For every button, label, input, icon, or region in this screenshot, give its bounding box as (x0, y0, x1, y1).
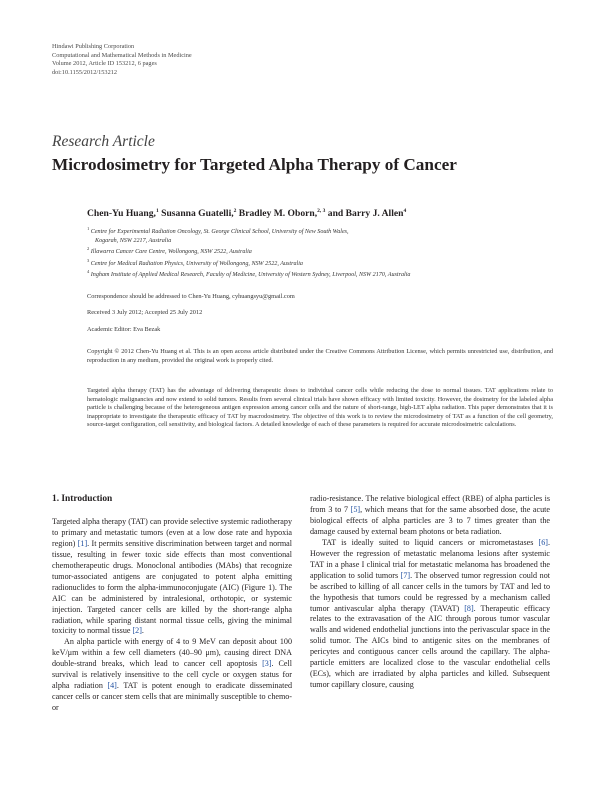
affiliation-number: 1 (87, 226, 90, 231)
affiliation-item (87, 257, 553, 269)
journal-header (52, 43, 192, 77)
author-name: Chen-Yu Huang, (87, 208, 156, 220)
article-title: Microdosimetry for Targeted Alpha Therapy of Cancer (52, 155, 457, 174)
author-affil-sup: 4 (403, 208, 407, 214)
copyright-notice: Copyright © 2012 Chen-Yu Huang et al. This is an open access article distributed under the Creative Commons Attribution License, which permits unrestricted use, distribution, and reproduction in any medium, provided the original work is properly cited. (87, 348, 553, 364)
paragraph-text: An alpha particle with energy of 4 to 9 MeV can deposit about 100 keV/μm within a few cell diameters (40–90 μm), causing direct DNA double-strand breaks, which lead to cancer cell apoptosis (52, 637, 292, 669)
affiliation-text-continued: Kogarah, NSW 2217, Australia (95, 237, 172, 244)
affiliation-text: Ingham Institute of Applied Medical Research, Faculty of Medicine, University of Western Sydney, Liverpool, NSW 2170, Australia (89, 272, 411, 279)
body-paragraph (310, 538, 550, 691)
author-affil-sup: 2, 3 (317, 208, 326, 214)
author-name: Susanna Guatelli, (158, 208, 234, 220)
affiliation-item (87, 245, 553, 257)
body-column-right (310, 494, 550, 691)
affiliation-item (87, 268, 553, 280)
paragraph-text: Targeted alpha therapy (TAT) can provide selective systemic radiotherapy to primary and metastatic tumors (even at a low dose rate and hypoxia region) (52, 516, 292, 548)
affiliation-text: Centre for Medical Radiation Physics, University of Wollongong, NSW 2522, Australia (89, 260, 303, 267)
body-paragraph (52, 637, 292, 714)
author-affil-sup: 2 (233, 208, 237, 214)
affiliation-number: 3 (87, 257, 90, 263)
affiliation-text: Centre for Experimental Radiation Oncology, St. George Clinical School, University of New South Wales, (89, 229, 349, 236)
paragraph-text: . (141, 626, 144, 636)
doi-line: doi:10.1155/2012/153212 (52, 68, 118, 76)
journal-name: Computational and Mathematical Methods in Medicine (52, 51, 192, 59)
paragraph-text: . Therapeutic efficacy relates to the extravasation of the AIC through porous tumor vascular walls and widened endothelial junctions into the perivascular space in the solid tumor. The AICs bind to antigenic sites on the membranes of pericytes and contiguous cancer cells around the capillary. The alpha-particle emitters are localized close to the vascular endothelial cells (ECs), which are irradiated by alpha particles and killed. Subsequent tumor capillary closure, causing (310, 603, 551, 690)
volume-info: Volume 2012, Article ID 153212, 6 pages (52, 60, 157, 68)
citation-link[interactable]: [6] (538, 537, 548, 547)
affiliation-number: 4 (87, 269, 90, 275)
academic-editor: Academic Editor: Eva Bezak (87, 326, 161, 333)
body-paragraph (52, 517, 292, 637)
paragraph-text: . It permits sensitive discrimination between target and normal tissue, resulting in fewer toxic side effects than most conventional chemotherapeutic drugs. Monoclonal antibodies (MAbs) that recognize tumor-associated antigens are conjugated to potent alpha emitting radionuclides to form the alpha-immunoconjugate (AIC) (Figure 1). The AIC can be administered by intralesional, orthotopic, or systemic injection. Targeted cancer cells are killed by the short-range alpha radiation, while sparing distant normal tissue cells, giving the minimal toxicity to normal tissue (52, 538, 292, 636)
author-list (87, 208, 553, 219)
paragraph-text: . However the regression of metastatic melanoma lesions after systemic TAT in a phase I clinical trial for metastatic melanoma has broadened the application to solid tumors (310, 537, 550, 580)
author-name: and Barry J. Allen (325, 208, 404, 220)
affiliation-item (87, 225, 553, 245)
body-column-left (52, 494, 292, 714)
article-type: Research Article (52, 133, 155, 150)
body-paragraph (310, 494, 550, 538)
citation-link[interactable]: [1] (77, 538, 88, 548)
citation-link[interactable]: [5] (350, 504, 361, 514)
author-affil-sup: 1 (155, 208, 159, 214)
abstract: Targeted alpha therapy (TAT) has the advantage of delivering therapeutic doses to individual cancer cells while reducing the dose to normal tissues. TAT applications relate to hematologic malignancies and now extend to solid tumors. Results from several clinical trials have shown efficacy with limited toxicity. However, the dosimetry for the labeled alpha particle is challenging because of the heterogeneous antigen expression among cancer cells and the nature of short-range, high-LET alpha radiation. This paper demonstrates that it is inappropriate to investigate the therapeutic efficacy of TAT by macrodosimetry. The objective of this work is to review the microdosimetry of TAT as a function of the cell geometry, source-target configuration, cell sensitivity, and biological factors. A detailed knowledge of each of these parameters is required for accurate microdosimetric calculations. (87, 387, 553, 429)
citation-link[interactable]: [4] (107, 681, 117, 691)
paragraph-text: TAT is ideally suited to liquid cancers or micrometastases (322, 537, 539, 547)
paragraph-text: . Cell survival is relatively insensitive to the cell cycle or oxygen status for alpha radiation (52, 659, 292, 691)
publisher-line: Hindawi Publishing Corporation (52, 43, 135, 50)
affiliation-text: Illawarra Cancer Care Centre, Wollongong, NSW 2522, Australia (89, 249, 252, 256)
affiliations (87, 225, 553, 280)
paragraph-text: , which means that for the same absorbed dose, the acute biological effects of alpha particles are 3 to 7 times greater than the damage caused by external beam photons or beta radiation. (310, 504, 550, 536)
citation-link[interactable]: [3] (262, 659, 272, 669)
citation-link[interactable]: [8] (464, 603, 474, 613)
correspondence-note: Correspondence should be addressed to Chen-Yu Huang, cyhuangsyu@gmail.com (87, 293, 295, 300)
paragraph-group (52, 517, 292, 714)
affiliation-number: 2 (87, 246, 90, 252)
section-heading: 1. Introduction (52, 494, 113, 504)
paragraph-text: . TAT is potent enough to eradicate disseminated cancer cells or cancer stem cells that are minimally susceptible to chemo- or (52, 681, 292, 713)
citation-link[interactable]: [7] (400, 570, 411, 580)
citation-link[interactable]: [2] (132, 626, 142, 636)
received-dates: Received 3 July 2012; Accepted 25 July 2012 (87, 309, 203, 316)
paragraph-group (310, 494, 550, 691)
paragraph-text: . The observed tumor regression could not be ascribed to killing of all cancer cells in the tumors by TAT and led to the hypothesis that tumors could be regressed by a mechanism called tumor antivascular alpha therapy (TAVAT) (310, 570, 550, 613)
paragraph-text: radio-resistance. The relative biological effect (RBE) of alpha particles is from 3 to 7 (310, 494, 550, 514)
author-name: Bradley M. Oborn, (236, 208, 318, 220)
